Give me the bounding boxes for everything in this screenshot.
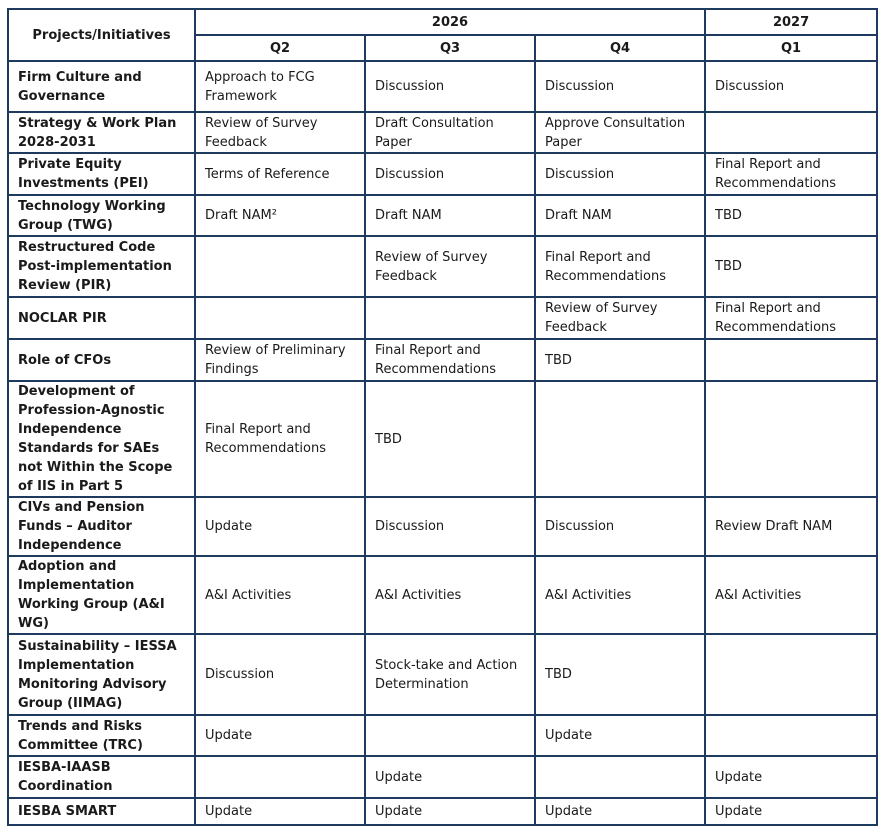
cell-q3 <box>365 715 535 756</box>
table-row <box>8 798 877 825</box>
project-name: Role of CFOs <box>8 339 195 381</box>
project-name: Adoption and Implementation Working Group (A&I WG) <box>8 556 195 634</box>
header-q2: Q2 <box>195 35 365 61</box>
project-name: NOCLAR PIR <box>8 297 195 339</box>
cell-q4: Review of Survey Feedback <box>535 297 705 339</box>
project-name: CIVs and Pension Funds – Auditor Independence <box>8 497 195 556</box>
cell-q1: A&I Activities <box>705 556 877 634</box>
cell-q1: TBD <box>705 195 877 236</box>
cell-q3: TBD <box>365 381 535 497</box>
cell-q3: Review of Survey Feedback <box>365 236 535 297</box>
header-q3: Q3 <box>365 35 535 61</box>
header-q1: Q1 <box>705 35 877 61</box>
header-year-2026: 2026 <box>195 9 705 35</box>
cell-q2 <box>195 297 365 339</box>
cell-q3: Final Report and Recommendations <box>365 339 535 381</box>
cell-q4: Discussion <box>535 61 705 112</box>
cell-q2: Update <box>195 715 365 756</box>
project-name: Trends and Risks Committee (TRC) <box>8 715 195 756</box>
cell-q4: Update <box>535 798 705 825</box>
cell-q1 <box>705 381 877 497</box>
cell-q3: Update <box>365 756 535 798</box>
cell-q3: Draft NAM <box>365 195 535 236</box>
cell-q1: Update <box>705 756 877 798</box>
project-name: Technology Working Group (TWG) <box>8 195 195 236</box>
table-row <box>8 153 877 195</box>
cell-q1: TBD <box>705 236 877 297</box>
cell-q2: Approach to FCG Framework <box>195 61 365 112</box>
table-row <box>8 297 877 339</box>
table-row <box>8 236 877 297</box>
table-row <box>8 634 877 715</box>
cell-q1 <box>705 715 877 756</box>
cell-q3: Update <box>365 798 535 825</box>
cell-q1 <box>705 634 877 715</box>
header-year-2027: 2027 <box>705 9 877 35</box>
cell-q4: Draft NAM <box>535 195 705 236</box>
cell-q2 <box>195 236 365 297</box>
cell-q3: Discussion <box>365 153 535 195</box>
cell-q2 <box>195 756 365 798</box>
cell-q4: Discussion <box>535 497 705 556</box>
cell-q2: A&I Activities <box>195 556 365 634</box>
cell-q2: Discussion <box>195 634 365 715</box>
cell-q1 <box>705 339 877 381</box>
cell-q2: Review of Survey Feedback <box>195 112 365 153</box>
header-q4: Q4 <box>535 35 705 61</box>
cell-q2: Update <box>195 497 365 556</box>
header-projects: Projects/Initiatives <box>8 9 195 61</box>
cell-q2: Terms of Reference <box>195 153 365 195</box>
project-name: Firm Culture and Governance <box>8 61 195 112</box>
cell-q4: Approve Consultation Paper <box>535 112 705 153</box>
cell-q4: A&I Activities <box>535 556 705 634</box>
cell-q4: Discussion <box>535 153 705 195</box>
cell-q2: Final Report and Recommendations <box>195 381 365 497</box>
cell-q3: Draft Consultation Paper <box>365 112 535 153</box>
cell-q3: Discussion <box>365 61 535 112</box>
table-row <box>8 715 877 756</box>
project-name: Strategy & Work Plan 2028-2031 <box>8 112 195 153</box>
cell-q1: Review Draft NAM <box>705 497 877 556</box>
table-row <box>8 339 877 381</box>
cell-q2: Draft NAM² <box>195 195 365 236</box>
cell-q1: Final Report and Recommendations <box>705 153 877 195</box>
cell-q1: Discussion <box>705 61 877 112</box>
cell-q3: Stock-take and Action Determination <box>365 634 535 715</box>
cell-q2: Review of Preliminary Findings <box>195 339 365 381</box>
cell-q3: A&I Activities <box>365 556 535 634</box>
table-row <box>8 497 877 556</box>
cell-q3: Discussion <box>365 497 535 556</box>
project-name: Development of Profession-Agnostic Independence Standards for SAEs not Within the Scope of IIS in Part 5 <box>8 381 195 497</box>
project-name: IESBA SMART <box>8 798 195 825</box>
cell-q4: TBD <box>535 634 705 715</box>
cell-q4: Update <box>535 715 705 756</box>
table-row <box>8 381 877 497</box>
table-row <box>8 112 877 153</box>
cell-q1: Update <box>705 798 877 825</box>
work-plan-table <box>7 8 878 826</box>
header-row-years <box>8 9 877 35</box>
cell-q1 <box>705 112 877 153</box>
cell-q2: Update <box>195 798 365 825</box>
project-name: Private Equity Investments (PEI) <box>8 153 195 195</box>
table-row <box>8 756 877 798</box>
cell-q4: TBD <box>535 339 705 381</box>
cell-q3 <box>365 297 535 339</box>
cell-q1: Final Report and Recommendations <box>705 297 877 339</box>
cell-q4 <box>535 381 705 497</box>
project-name: IESBA-IAASB Coordination <box>8 756 195 798</box>
table-row <box>8 195 877 236</box>
table-row <box>8 556 877 634</box>
table-row <box>8 61 877 112</box>
cell-q4 <box>535 756 705 798</box>
project-name: Sustainability – IESSA Implementation Monitoring Advisory Group (IIMAG) <box>8 634 195 715</box>
project-name: Restructured Code Post-implementation Review (PIR) <box>8 236 195 297</box>
cell-q4: Final Report and Recommendations <box>535 236 705 297</box>
